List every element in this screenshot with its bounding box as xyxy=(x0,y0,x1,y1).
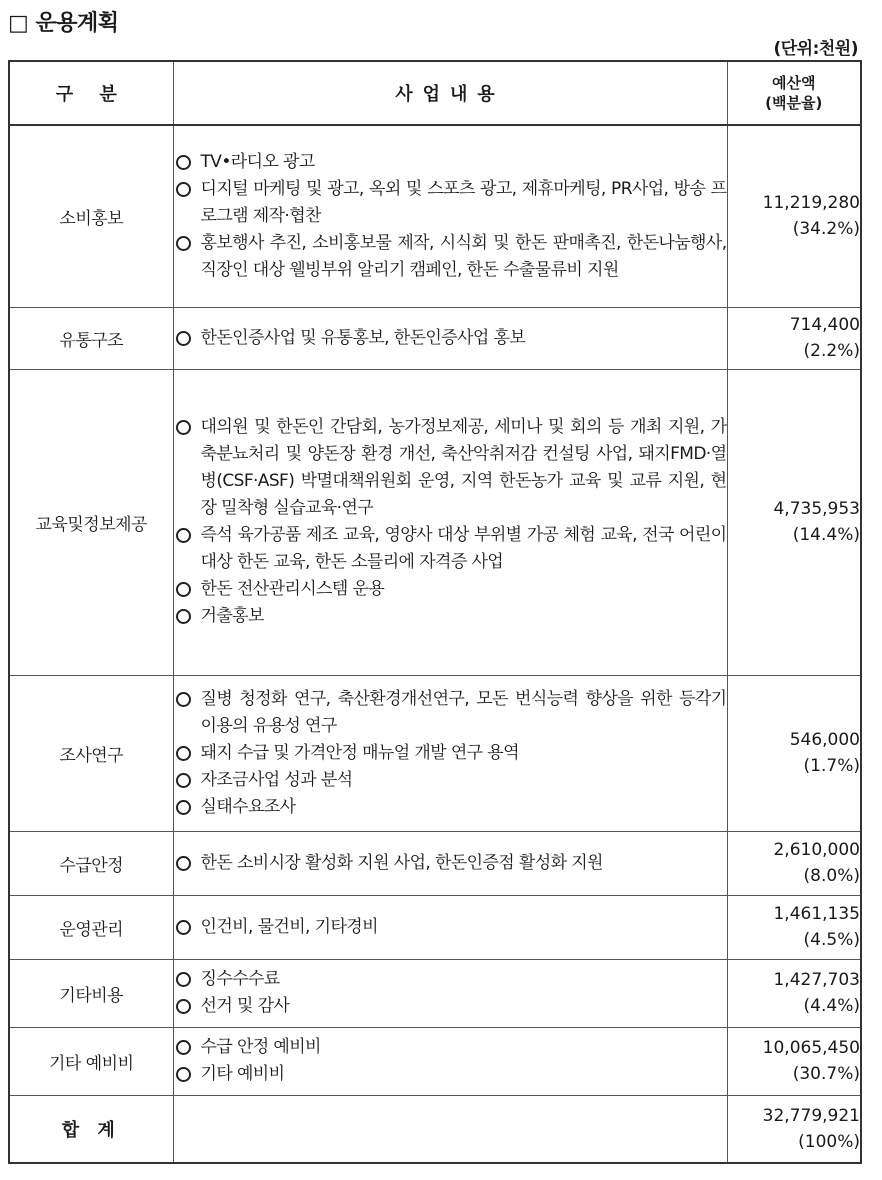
list-item-text: 디지털 마케팅 및 광고, 옥외 및 스포츠 광고, 제휴마케팅, PR사업, 방송 프로그램 제작·협찬 xyxy=(200,178,727,226)
list-item xyxy=(174,767,727,794)
row-category: 기타 예비비 xyxy=(9,1027,173,1095)
circle-bullet-icon xyxy=(176,155,191,170)
circle-bullet-icon xyxy=(176,920,191,935)
list-item-text: 자조금사업 성과 분석 xyxy=(200,769,353,790)
list-item xyxy=(174,603,727,630)
list-item xyxy=(174,850,727,877)
list-item xyxy=(174,914,727,941)
header-budget-line2: (백분율) xyxy=(765,94,823,112)
row-amount-cell xyxy=(727,675,861,831)
budget-amount: 11,219,280 xyxy=(762,193,860,214)
page-title: □ 운용계획 xyxy=(8,11,119,36)
list-item-text: 선거 및 감사 xyxy=(200,996,290,1016)
circle-bullet-icon xyxy=(176,972,191,987)
list-item-text: 수급 안정 예비비 xyxy=(200,1037,321,1057)
table-body xyxy=(9,125,861,1095)
list-item-text: 실태수요조사 xyxy=(200,796,296,817)
budget-amount: 2,610,000 xyxy=(773,840,860,860)
circle-bullet-icon xyxy=(176,420,191,435)
table-header-row xyxy=(9,61,861,125)
total-amount: 32,779,921 xyxy=(762,1105,860,1126)
list-item xyxy=(174,1061,727,1088)
row-content xyxy=(173,959,727,1027)
budget-amount: 546,000 xyxy=(789,730,860,750)
budget-percent: (34.2%) xyxy=(792,219,860,240)
list-item xyxy=(174,686,727,740)
row-amount-cell xyxy=(727,1027,861,1095)
list-item-text: 한돈 소비시장 활성화 지원 사업, 한돈인증점 활성화 지원 xyxy=(200,852,603,873)
row-category: 교육및정보제공 xyxy=(9,369,173,675)
list-item-text: 돼지 수급 및 가격안정 매뉴얼 개발 연구 용역 xyxy=(200,742,519,763)
circle-bullet-icon xyxy=(176,856,191,871)
row-category: 소비홍보 xyxy=(9,125,173,307)
circle-bullet-icon xyxy=(176,773,191,788)
list-item xyxy=(174,1034,727,1061)
total-content-empty xyxy=(173,1095,727,1163)
row-category: 운영관리 xyxy=(9,895,173,959)
list-item xyxy=(174,576,727,603)
header-budget-line1: 예산액 xyxy=(772,74,816,92)
circle-bullet-icon xyxy=(176,746,191,761)
table-row xyxy=(9,1027,861,1095)
row-content xyxy=(173,1027,727,1095)
circle-bullet-icon xyxy=(176,609,191,624)
list-item-text: 홍보행사 추진, 소비홍보물 제작, 시식회 및 한돈 판매촉진, 한돈나눔행사, 직장인 대상 웰빙부위 알리기 캠페인, 한돈 수출물류비 지원 xyxy=(200,232,727,280)
list-item xyxy=(174,176,727,230)
list-item-text: 대의원 및 한돈인 간담회, 농가정보제공, 세미나 및 회의 등 개최 지원, 가축분뇨처리 및 양돈장 환경 개선, 축산악취저감 컨설팅 사업, 돼지FMD·열병(CSF·ASF) 박멸대책위원회 운영, 지역 한돈농가 교육 및 교류 지원, 현장 밀착형 실습교육·연구 xyxy=(200,417,727,518)
list-item xyxy=(174,325,727,352)
row-content xyxy=(173,307,727,369)
table-row xyxy=(9,369,861,675)
row-category: 기타비용 xyxy=(9,959,173,1027)
budget-percent: (4.4%) xyxy=(803,996,860,1016)
circle-bullet-icon xyxy=(176,182,191,197)
operation-plan-table xyxy=(8,60,862,1164)
circle-bullet-icon xyxy=(176,999,191,1014)
circle-bullet-icon xyxy=(176,236,191,251)
row-category: 유통구조 xyxy=(9,307,173,369)
row-content xyxy=(173,369,727,675)
total-row xyxy=(9,1095,861,1163)
budget-percent: (30.7%) xyxy=(792,1064,860,1084)
table-row xyxy=(9,959,861,1027)
list-item xyxy=(174,740,727,767)
table-row xyxy=(9,307,861,369)
row-amount-cell xyxy=(727,895,861,959)
table-row xyxy=(9,831,861,895)
row-amount-cell xyxy=(727,125,861,307)
header-category: 구 분 xyxy=(9,61,173,125)
budget-amount: 4,735,953 xyxy=(773,499,860,519)
total-amount-cell xyxy=(727,1095,861,1163)
budget-amount: 10,065,450 xyxy=(762,1038,860,1058)
row-category: 수급안정 xyxy=(9,831,173,895)
list-item xyxy=(174,993,727,1020)
circle-bullet-icon xyxy=(176,1040,191,1055)
list-item xyxy=(174,230,727,284)
row-content xyxy=(173,895,727,959)
list-item-text: 질병 청정화 연구, 축산환경개선연구, 모돈 번식능력 향상을 위한 등각기 이용의 유용성 연구 xyxy=(200,688,727,736)
list-item xyxy=(174,966,727,993)
unit-label: (단위:천원) xyxy=(773,39,858,59)
circle-bullet-icon xyxy=(176,582,191,597)
circle-bullet-icon xyxy=(176,692,191,707)
list-item-text: 거출홍보 xyxy=(200,606,264,626)
circle-bullet-icon xyxy=(176,528,191,543)
list-item-text: 인건비, 물건비, 기타경비 xyxy=(200,916,378,937)
row-amount-cell xyxy=(727,369,861,675)
row-amount-cell xyxy=(727,959,861,1027)
budget-amount: 1,427,703 xyxy=(773,970,860,990)
header-budget xyxy=(727,61,861,125)
list-item-text: TV•라디오 광고 xyxy=(200,151,315,172)
circle-bullet-icon xyxy=(176,1067,191,1082)
row-amount-cell xyxy=(727,831,861,895)
table-row xyxy=(9,675,861,831)
row-content xyxy=(173,125,727,307)
list-item xyxy=(174,414,727,522)
list-item-text: 징수수수료 xyxy=(200,969,280,989)
budget-percent: (14.4%) xyxy=(792,525,860,545)
budget-percent: (1.7%) xyxy=(803,756,860,776)
table-row xyxy=(9,895,861,959)
total-label: 합 계 xyxy=(9,1095,173,1163)
row-content xyxy=(173,831,727,895)
list-item-text: 기타 예비비 xyxy=(200,1064,285,1084)
list-item xyxy=(174,149,727,176)
list-item-text: 즉석 육가공품 제조 교육, 영양사 대상 부위별 가공 체험 교육, 전국 어린이 대상 한돈 교육, 한돈 소믈리에 자격증 사업 xyxy=(200,525,727,572)
list-item-text: 한돈인증사업 및 유통홍보, 한돈인증사업 홍보 xyxy=(200,327,526,348)
budget-percent: (2.2%) xyxy=(803,341,860,361)
budget-percent: (8.0%) xyxy=(803,866,860,886)
table-row xyxy=(9,125,861,307)
circle-bullet-icon xyxy=(176,800,191,815)
header-content: 사업내용 xyxy=(173,61,727,125)
row-category: 조사연구 xyxy=(9,675,173,831)
budget-amount: 714,400 xyxy=(789,315,860,335)
row-content xyxy=(173,675,727,831)
circle-bullet-icon xyxy=(176,331,191,346)
total-percent: (100%) xyxy=(798,1131,860,1152)
budget-amount: 1,461,135 xyxy=(773,904,860,924)
list-item xyxy=(174,522,727,576)
row-amount-cell xyxy=(727,307,861,369)
list-item xyxy=(174,794,727,821)
list-item-text: 한돈 전산관리시스템 운용 xyxy=(200,579,385,599)
budget-percent: (4.5%) xyxy=(803,930,860,950)
